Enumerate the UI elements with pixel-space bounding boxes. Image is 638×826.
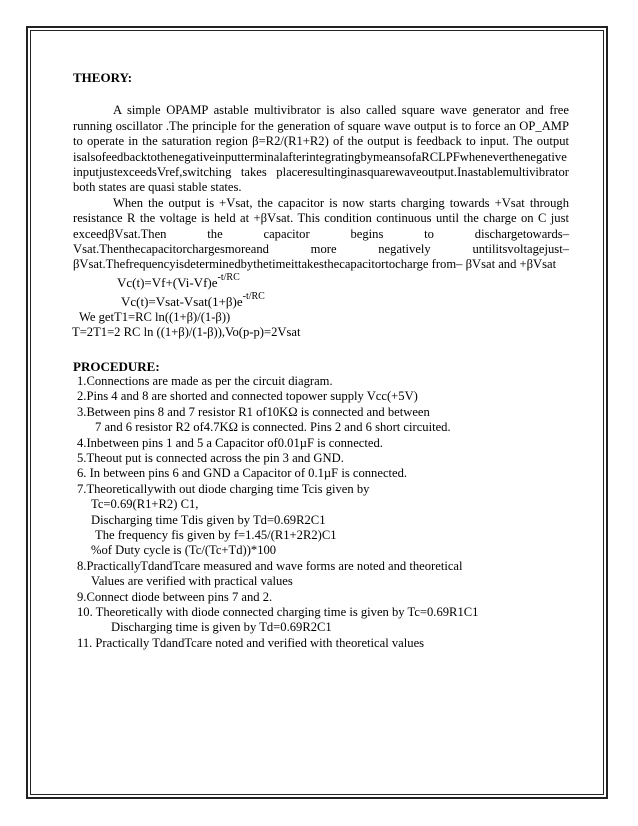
formula-2-exponent: -t/RC — [242, 291, 265, 303]
procedure-heading: PROCEDURE: — [73, 358, 160, 374]
formula-capacitor-voltage-sat — [73, 291, 569, 310]
result-period: T=2T1=2 RC ln ((1+β)/(1-β)),Vo(p-p)=2Vsat — [72, 325, 301, 340]
procedure-step: 2.Pins 4 and 8 are shorted and connected topower supply Vcc(+5V) — [77, 389, 418, 404]
formula-1-base: Vc(t)=Vf+(Vi-Vf)e — [117, 274, 218, 290]
theory-paragraph-1: A simple OPAMP astable multivibrator is also called square wave generator and free running oscillator .The principle for the generation of square wave output is to force an OP_AMP to operate in the saturation region β=R2/(R1+R2) of the output is feedback to input. The output isalsofeedbacktothenegativeinputterminalafterintegratingbymeansofaRCLPFwheneverthenegative inputjustexceedsVref,switching takes placeresultinginasquarewaveoutput.Inastablemultivibrator both states are quasi stable states. — [73, 103, 569, 195]
procedure-step: 7 and 6 resistor R2 of4.7KΩ is connected. Pins 2 and 6 short circuited. — [95, 420, 451, 435]
formula-1-exponent: -t/RC — [217, 271, 240, 283]
formula-2-base: Vc(t)=Vsat-Vsat(1+β)e — [121, 294, 243, 310]
procedure-step: 5.Theout put is connected across the pin 3 and GND. — [77, 450, 344, 465]
procedure-step: 6. In between pins 6 and GND a Capacitor of 0.1µF is connected. — [77, 466, 408, 481]
procedure-step: 7.Theoreticallywith out diode charging time Tcis given by — [77, 481, 370, 496]
procedure-step: 11. Practically TdandTcare noted and verified with theoretical values — [77, 635, 425, 650]
procedure-step: 8.PracticallyTdandTcare measured and wave forms are noted and theoretical — [77, 558, 463, 573]
procedure-step: 9.Connect diode between pins 7 and 2. — [77, 589, 273, 604]
procedure-step: 1.Connections are made as per the circuit diagram. — [77, 373, 333, 388]
theory-heading: THEORY: — [73, 70, 133, 85]
theory-paragraph-2: When the output is +Vsat, the capacitor is now starts charging towards +Vsat through resistance R the voltage is held at +βVsat. This condition continuous until the charge on C just exceedβVsat.Then the capacitor begins to dischargetowards–Vsat.Thenthecapacitorchargesmoreand more negatively untilitsvoltagejust–βVsat.Thefrequencyisdeterminedbythetimeittakesthecapacitortocharge from– βVsat and +βVsat — [73, 195, 569, 272]
procedure-step: 4.Inbetween pins 1 and 5 a Capacitor of0.01µF is connected. — [77, 435, 383, 450]
procedure-step: Discharging time is given by Td=0.69R2C1 — [111, 620, 332, 635]
procedure-step: Tc=0.69(R1+R2) C1, — [91, 497, 199, 512]
procedure-step: Discharging time Tdis given by Td=0.69R2C1 — [91, 512, 326, 527]
procedure-step: Values are verified with practical values — [91, 574, 293, 589]
formula-capacitor-voltage — [73, 271, 569, 290]
procedure-step: %of Duty cycle is (Tc/(Tc+Td))*100 — [91, 543, 277, 558]
document-body — [73, 70, 569, 651]
procedure-step: 3.Between pins 8 and 7 resistor R1 of10KΩ is connected and between — [77, 404, 430, 419]
procedure-list — [73, 374, 569, 651]
procedure-step: The frequency fis given by f=1.45/(R1+2R2)C1 — [95, 527, 337, 542]
procedure-step: 10. Theoretically with diode connected charging time is given by Tc=0.69R1C1 — [77, 605, 479, 619]
result-t1: We getT1=RC ln((1+β)/(1-β)) — [79, 309, 231, 324]
